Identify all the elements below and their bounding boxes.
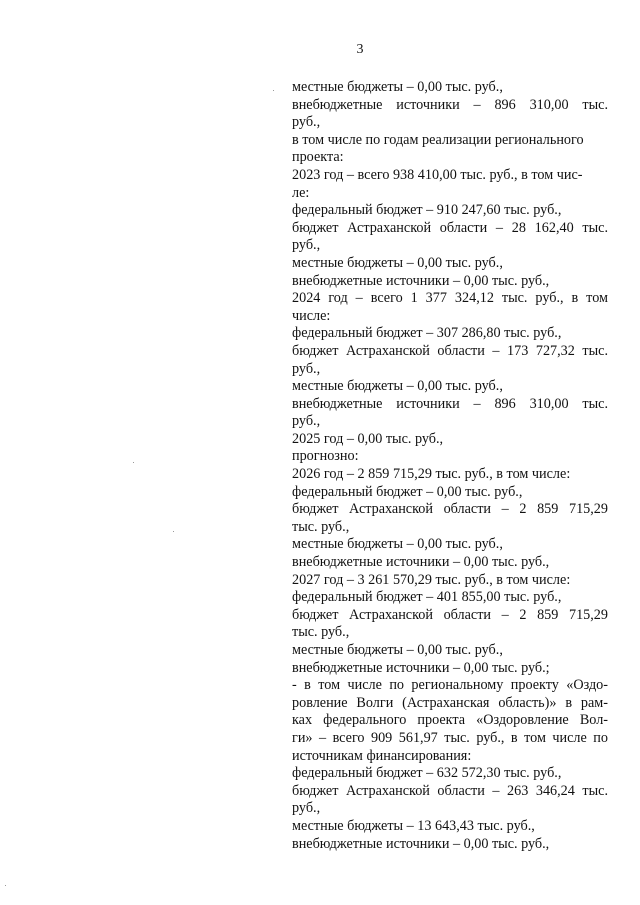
text-line: внебюджетные источники – 0,00 тыс. руб., <box>292 272 550 289</box>
scan-speck <box>133 462 134 463</box>
text-line: федеральный бюджет – 307 286,80 тыс. руб., <box>292 325 562 342</box>
text-line: федеральный бюджет – 0,00 тыс. руб., <box>292 483 523 500</box>
text-line: бюджет Астраханской области – 2 859 715,29 <box>292 606 608 623</box>
text-line: 2026 год – 2 859 715,29 тыс. руб., в том числе: <box>292 466 571 483</box>
text-line: бюджет Астраханской области – 173 727,32 тыс. <box>292 342 608 359</box>
scan-speck <box>173 531 174 532</box>
text-line: 2027 год – 3 261 570,29 тыс. руб., в том числе: <box>292 571 571 588</box>
text-line: руб., <box>292 237 321 254</box>
text-line: ровление Волги (Астраханская область)» в рам- <box>292 694 608 711</box>
text-line: внебюджетные источники – 896 310,00 тыс. <box>292 96 608 113</box>
text-line: 2025 год – 0,00 тыс. руб., <box>292 430 444 447</box>
text-line: местные бюджеты – 0,00 тыс. руб., <box>292 254 503 271</box>
text-line: ках федерального проекта «Оздоровление Вол- <box>292 712 608 729</box>
text-line: тыс. руб., <box>292 518 350 535</box>
text-line: местные бюджеты – 13 643,43 тыс. руб., <box>292 817 535 834</box>
text-line: местные бюджеты – 0,00 тыс. руб., <box>292 79 503 95</box>
text-line: ги» – всего 909 561,97 тыс. руб., в том числе по <box>292 729 608 746</box>
text-line: прогнозно: <box>292 448 359 465</box>
scan-speck <box>5 885 6 886</box>
text-line: внебюджетные источники – 0,00 тыс. руб., <box>292 835 550 852</box>
text-line: проекта: <box>292 149 344 166</box>
text-line: федеральный бюджет – 632 572,30 тыс. руб., <box>292 765 562 782</box>
text-line: в том числе по годам реализации регионального <box>292 131 584 148</box>
text-line: внебюджетные источники – 0,00 тыс. руб., <box>292 554 550 571</box>
page-number: 3 <box>356 42 364 57</box>
text-line: федеральный бюджет – 910 247,60 тыс. руб., <box>292 202 562 219</box>
text-line: руб., <box>292 800 321 817</box>
text-line: внебюджетные источники – 0,00 тыс. руб.; <box>292 659 550 676</box>
text-line: источникам финансирования: <box>292 747 472 764</box>
scan-speck <box>273 90 274 91</box>
text-line: федеральный бюджет – 401 855,00 тыс. руб., <box>292 589 562 606</box>
text-line: внебюджетные источники – 896 310,00 тыс. <box>292 395 608 412</box>
text-line: числе: <box>292 307 331 324</box>
text-line: 2023 год – всего 938 410,00 тыс. руб., в том чис- <box>292 166 583 183</box>
text-line: ле: <box>292 184 310 201</box>
text-line: руб., <box>292 413 321 430</box>
text-line: местные бюджеты – 0,00 тыс. руб., <box>292 642 503 658</box>
text-line: бюджет Астраханской области – 28 162,40 тыс. <box>292 219 608 236</box>
text-line: - в том числе по региональному проекту «Оздо- <box>292 677 608 694</box>
text-line: местные бюджеты – 0,00 тыс. руб., <box>292 378 503 395</box>
text-line: 2024 год – всего 1 377 324,12 тыс. руб., в том <box>292 290 608 307</box>
text-line: бюджет Астраханской области – 2 859 715,29 <box>292 501 608 518</box>
document-body <box>292 79 608 853</box>
text-line: тыс. руб., <box>292 624 350 641</box>
text-line: местные бюджеты – 0,00 тыс. руб., <box>292 536 503 553</box>
text-line: руб., <box>292 360 321 377</box>
text-line: руб., <box>292 114 321 131</box>
text-line: бюджет Астраханской области – 263 346,24 тыс. <box>292 782 608 799</box>
